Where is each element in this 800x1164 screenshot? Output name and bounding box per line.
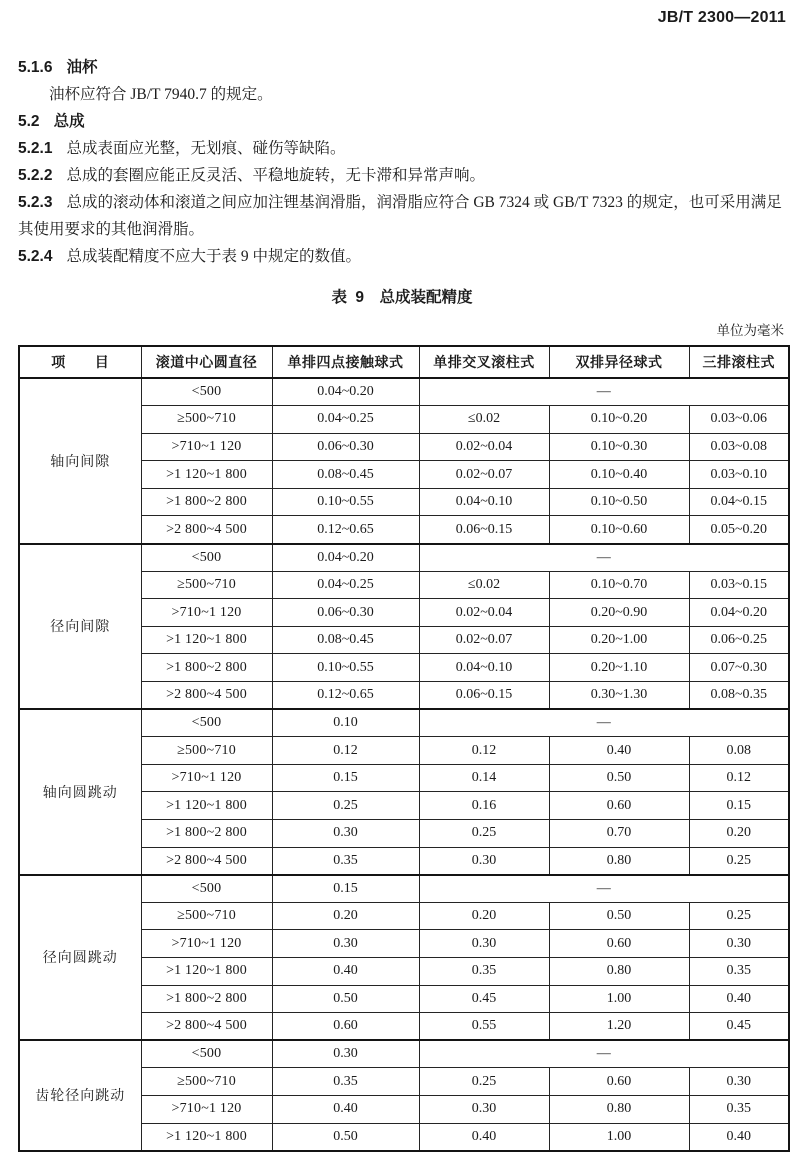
standard-number: JB/T 2300—2011 [657,9,786,26]
value-cell: 0.06~0.30 [272,433,419,461]
value-cell: 0.45 [689,1013,789,1041]
value-cell: 0.07~0.30 [689,654,789,682]
value-cell: 0.10~0.70 [549,571,689,599]
value-cell: — [419,875,789,903]
value-cell: 0.10 [272,709,419,737]
value-cell: 0.50 [272,985,419,1013]
table-row [19,1040,789,1068]
value-cell: 0.50 [272,1123,419,1151]
diameter-cell: >710~1 120 [141,764,272,792]
clause-522 [18,162,786,189]
value-cell: 0.35 [689,1095,789,1123]
clause-number: 5.2.3 [18,194,53,211]
item-label-cell: 径向圆跳动 [19,875,141,1041]
value-cell: 0.12~0.65 [272,516,419,544]
value-cell: 0.45 [419,985,549,1013]
value-cell: 0.40 [272,1095,419,1123]
value-cell: ≤0.02 [419,571,549,599]
clause-title: 总成 [53,113,85,130]
value-cell: 0.03~0.08 [689,433,789,461]
value-cell: 0.30 [272,820,419,848]
value-cell: 0.30 [689,1068,789,1096]
value-cell: 0.06~0.25 [689,626,789,654]
value-cell: 0.15 [689,792,789,820]
value-cell: 0.04~0.15 [689,488,789,516]
value-cell: 1.20 [549,1013,689,1041]
value-cell: 0.50 [549,902,689,930]
value-cell: 0.30 [272,930,419,958]
value-cell: 0.20~1.00 [549,626,689,654]
value-cell: 0.04~0.20 [689,599,789,627]
value-cell: 0.12 [419,737,549,765]
value-cell: 0.10~0.60 [549,516,689,544]
clause-text: 总成表面应光整，无划痕、碰伤等缺陷。 [66,140,346,157]
value-cell: 0.10~0.30 [549,433,689,461]
value-cell: 0.60 [549,1068,689,1096]
value-cell: 0.15 [272,875,419,903]
column-header-diameter: 滚道中心圆直径 [141,346,272,378]
value-cell: 0.16 [419,792,549,820]
value-cell: 0.30~1.30 [549,682,689,710]
value-cell: 0.04~0.10 [419,654,549,682]
diameter-cell: >2 800~4 500 [141,516,272,544]
clause-number: 5.2.1 [18,140,53,157]
value-cell: 0.35 [272,1068,419,1096]
diameter-cell: >2 800~4 500 [141,1013,272,1041]
table-header-row [19,346,789,378]
clause-number: 5.2.4 [18,248,53,265]
value-cell: 0.04~0.25 [272,571,419,599]
value-cell: 0.20~0.90 [549,599,689,627]
value-cell: 0.06~0.30 [272,599,419,627]
table-row [19,709,789,737]
clause-524 [18,243,786,270]
diameter-cell: ≥500~710 [141,737,272,765]
value-cell: 0.12 [272,737,419,765]
value-cell: 0.02~0.07 [419,461,549,489]
clause-number: 5.2.2 [18,167,53,184]
value-cell: 0.04~0.25 [272,406,419,434]
value-cell: 0.08~0.35 [689,682,789,710]
value-cell: 0.40 [689,985,789,1013]
diameter-cell: >1 120~1 800 [141,626,272,654]
clause-text: 总成的滚动体和滚道之间应加注锂基润滑脂，润滑脂应符合 GB 7324 或 GB/T 7323 的规定，也可采用满足其使用要求的其他润滑脂。 [18,194,782,238]
item-label-cell: 径向间隙 [19,544,141,710]
diameter-cell: >1 800~2 800 [141,985,272,1013]
value-cell: 0.25 [419,820,549,848]
value-cell: 0.30 [419,930,549,958]
diameter-cell: >1 120~1 800 [141,1123,272,1151]
value-cell: 0.14 [419,764,549,792]
value-cell: — [419,378,789,406]
diameter-cell: ≥500~710 [141,571,272,599]
value-cell: 1.00 [549,985,689,1013]
diameter-cell: >1 800~2 800 [141,654,272,682]
value-cell: 0.30 [419,1095,549,1123]
diameter-cell: >710~1 120 [141,1095,272,1123]
value-cell: 0.25 [419,1068,549,1096]
diameter-cell: ≥500~710 [141,902,272,930]
diameter-cell: <500 [141,709,272,737]
clause-text: 总成的套圈应能正反灵活、平稳地旋转，无卡滞和异常声响。 [66,167,485,184]
diameter-cell: >1 120~1 800 [141,957,272,985]
value-cell: 0.30 [272,1040,419,1068]
diameter-cell: >710~1 120 [141,599,272,627]
value-cell: ≤0.02 [419,406,549,434]
value-cell: 0.60 [272,1013,419,1041]
value-cell: 0.04~0.20 [272,544,419,572]
column-header-triple-roller: 三排滚柱式 [689,346,789,378]
value-cell: 0.50 [549,764,689,792]
value-cell: 0.25 [689,847,789,875]
value-cell: 0.12 [689,764,789,792]
value-cell: 1.00 [549,1123,689,1151]
value-cell: 0.40 [549,737,689,765]
clause-number: 5.2 [18,113,40,130]
value-cell: 0.20 [419,902,549,930]
value-cell: 0.03~0.10 [689,461,789,489]
clause-text: 总成装配精度不应大于表 9 中规定的数值。 [66,248,361,265]
value-cell: 0.10~0.40 [549,461,689,489]
column-header-cross-roller: 单排交叉滚柱式 [419,346,549,378]
diameter-cell: >1 120~1 800 [141,792,272,820]
value-cell: 0.35 [689,957,789,985]
diameter-cell: <500 [141,1040,272,1068]
value-cell: 0.10~0.55 [272,488,419,516]
value-cell: 0.80 [549,847,689,875]
diameter-cell: ≥500~710 [141,406,272,434]
value-cell: 0.08~0.45 [272,461,419,489]
body-text [18,54,786,270]
clause-521 [18,135,786,162]
value-cell: 0.10~0.55 [272,654,419,682]
table-row [19,875,789,903]
value-cell: 0.20 [272,902,419,930]
diameter-cell: >710~1 120 [141,433,272,461]
value-cell: 0.40 [419,1123,549,1151]
table-caption: 表 9 总成装配精度 [331,289,473,306]
column-header-four-point-ball: 单排四点接触球式 [272,346,419,378]
diameter-cell: <500 [141,544,272,572]
table-row [19,544,789,572]
value-cell: 0.12~0.65 [272,682,419,710]
value-cell: 0.10~0.50 [549,488,689,516]
value-cell: 0.35 [272,847,419,875]
paragraph-516: 油杯应符合 JB/T 7940.7 的规定。 [49,86,273,103]
column-header-double-row-ball: 双排异径球式 [549,346,689,378]
value-cell: 0.08 [689,737,789,765]
value-cell: 0.06~0.15 [419,682,549,710]
value-cell: 0.20 [689,820,789,848]
value-cell: 0.60 [549,930,689,958]
item-label-cell: 轴向间隙 [19,378,141,544]
value-cell: 0.30 [419,847,549,875]
diameter-cell: >2 800~4 500 [141,847,272,875]
clause-number: 5.1.6 [18,59,53,76]
value-cell: 0.02~0.04 [419,433,549,461]
item-label-cell: 齿轮径向跳动 [19,1040,141,1150]
value-cell: 0.15 [272,764,419,792]
value-cell: 0.40 [272,957,419,985]
value-cell: 0.25 [272,792,419,820]
value-cell: — [419,709,789,737]
diameter-cell: >1 800~2 800 [141,488,272,516]
value-cell: 0.10~0.20 [549,406,689,434]
table-body [19,378,789,1151]
value-cell: 0.04~0.20 [272,378,419,406]
clause-heading-516 [18,54,786,81]
value-cell: 0.20~1.10 [549,654,689,682]
value-cell: 0.02~0.07 [419,626,549,654]
clause-title: 油杯 [66,59,98,76]
value-cell: 0.05~0.20 [689,516,789,544]
column-header-item: 项 目 [19,346,141,378]
clause-heading-52 [18,108,786,135]
diameter-cell: >1 120~1 800 [141,461,272,489]
value-cell: 0.03~0.15 [689,571,789,599]
clause-523 [18,189,786,243]
value-cell: 0.30 [689,930,789,958]
value-cell: 0.70 [549,820,689,848]
value-cell: 0.35 [419,957,549,985]
value-cell: 0.04~0.10 [419,488,549,516]
table-row [19,378,789,406]
precision-table [18,345,790,1152]
diameter-cell: >710~1 120 [141,930,272,958]
diameter-cell: >1 800~2 800 [141,820,272,848]
value-cell: — [419,544,789,572]
value-cell: 0.80 [549,1095,689,1123]
diameter-cell: >2 800~4 500 [141,682,272,710]
value-cell: 0.55 [419,1013,549,1041]
diameter-cell: <500 [141,875,272,903]
value-cell: 0.60 [549,792,689,820]
value-cell: 0.06~0.15 [419,516,549,544]
value-cell: 0.25 [689,902,789,930]
value-cell: — [419,1040,789,1068]
value-cell: 0.80 [549,957,689,985]
value-cell: 0.03~0.06 [689,406,789,434]
diameter-cell: ≥500~710 [141,1068,272,1096]
value-cell: 0.08~0.45 [272,626,419,654]
value-cell: 0.40 [689,1123,789,1151]
value-cell: 0.02~0.04 [419,599,549,627]
diameter-cell: <500 [141,378,272,406]
unit-note: 单位为毫米 [716,323,784,338]
item-label-cell: 轴向圆跳动 [19,709,141,875]
